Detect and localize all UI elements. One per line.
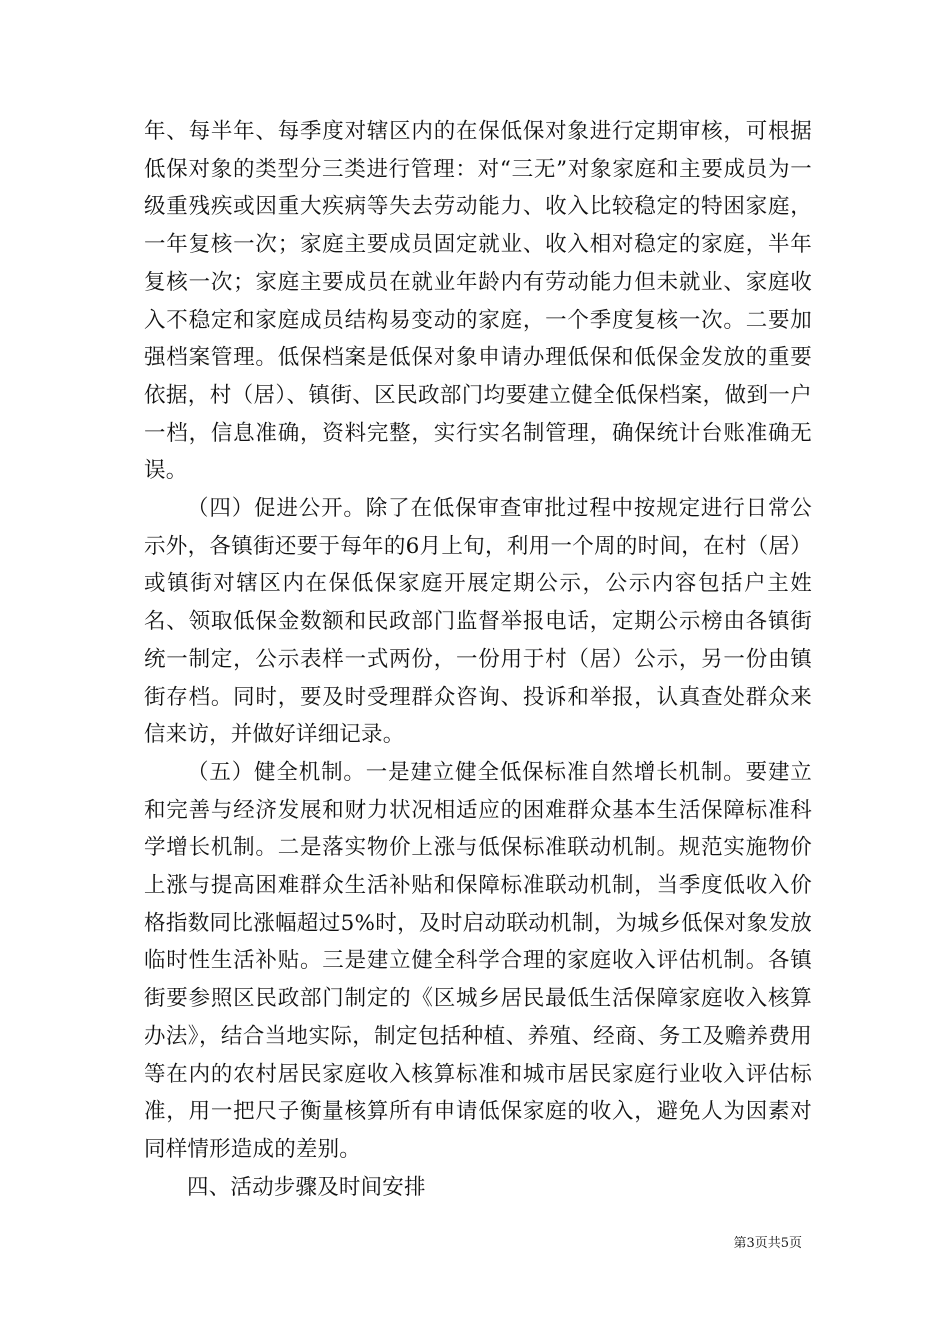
section-heading: 四、活动步骤及时间安排 [187, 1174, 426, 1200]
document-body [144, 113, 812, 1206]
paragraph-section-5: （五）健全机制。一是建立健全低保标准自然增长机制。要建立和完善与经济发展和财力状况相适应的困难群众基本生活保障标准科学增长机制。二是落实物价上涨与低保标准联动机制。规范实施物价上涨与提高困难群众生活补贴和保障标准联动机制，当季度低收入价格指数同比涨幅超过5%时，及时启动联动机制，为城乡低保对象发放临时性生活补贴。三是建立健全科学合理的家庭收入评估机制。各镇街要参照区民政部门制定的《区城乡居民最低生活保障家庭收入核算办法》，结合当地实际，制定包括种植、养殖、经商、务工及赡养费用等在内的农村居民家庭收入核算标准和城市居民家庭行业收入评估标准，用一把尺子衡量核算所有申请低保家庭的收入，避免人为因素对同样情形造成的差别。 [144, 759, 812, 1162]
paragraph-section-4: （四）促进公开。除了在低保审查审批过程中按规定进行日常公示外，各镇街还要于每年的6月上旬，利用一个周的时间，在村（居）或镇街对辖区内在保低保家庭开展定期公示，公示内容包括户主姓名、领取低保金数额和民政部门监督举报电话，定期公示榜由各镇街统一制定，公示表样一式两份，一份用于村（居）公示，另一份由镇街存档。同时，要及时受理群众咨询、投诉和举报，认真查处群众来信来访，并做好详细记录。 [144, 496, 812, 748]
page-footer [733, 1236, 802, 1252]
paragraph-continuation: 年、每半年、每季度对辖区内的在保低保对象进行定期审核，可根据低保对象的类型分三类进行管理：对“三无”对象家庭和主要成员为一级重残疾或因重大疾病等失去劳动能力、收入比较稳定的特困家庭，一年复核一次；家庭主要成员固定就业、收入相对稳定的家庭，半年复核一次；家庭主要成员在就业年龄内有劳动能力但未就业、家庭收入不稳定和家庭成员结构易变动的家庭，一个季度复核一次。二要加强档案管理。低保档案是低保对象申请办理低保和低保金发放的重要依据，村（居）、镇街、区民政部门均要建立健全低保档案，做到一户一档，信息准确，资料完整，实行实名制管理，确保统计台账准确无误。 [144, 119, 812, 484]
page-number-label: 第3页共5页 [733, 1236, 802, 1251]
